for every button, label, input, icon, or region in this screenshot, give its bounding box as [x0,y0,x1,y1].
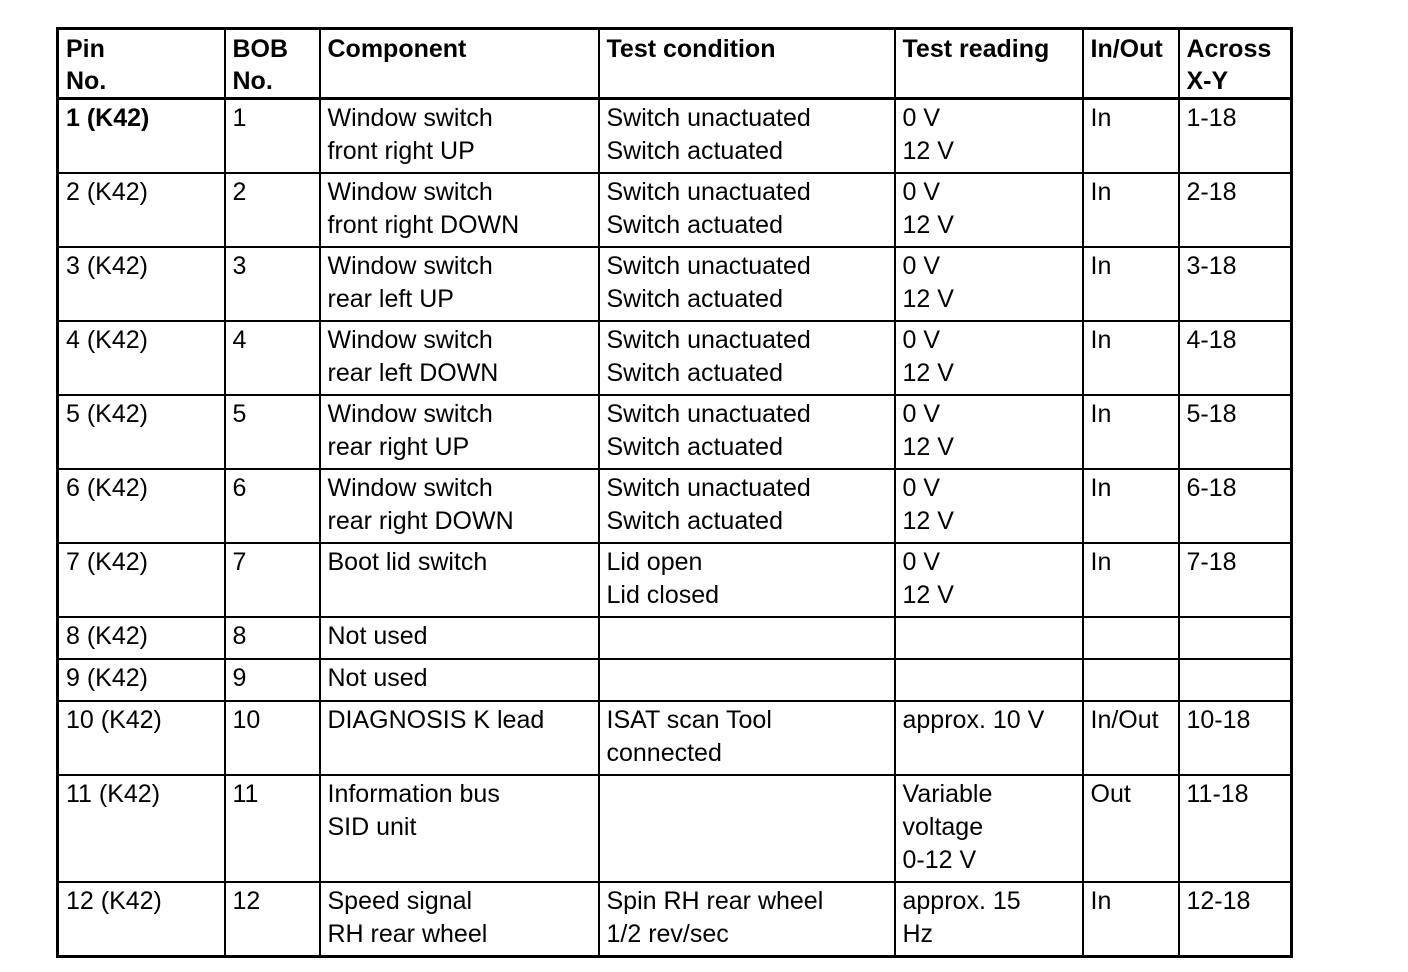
header-row [58,29,1292,99]
component-line: Not used [327,622,428,650]
test-condition-line: Lid open [606,548,703,576]
table-header [58,29,1292,99]
pin-no-cell [58,99,225,174]
test-condition-cell [599,173,895,247]
component-cell [320,659,599,701]
pin-no-text: 3 (K42) [66,252,148,280]
table-row [58,173,1292,247]
bob-no-text: 6 [232,474,247,502]
test-condition-cell [599,882,895,957]
bob-no-cell [225,882,320,957]
test-condition-line: Switch actuated [606,507,783,535]
component-line: Speed signal [327,887,473,915]
component-line: Window switch [327,104,493,132]
test-condition-line: Switch actuated [606,433,783,461]
test-condition-line: Spin RH rear wheel [606,887,824,915]
component-line: RH rear wheel [327,920,488,948]
across-x-y-text: 12-18 [1186,887,1251,915]
component-cell [320,321,599,395]
bob-no-cell [225,469,320,543]
component-line: Boot lid switch [327,548,488,576]
pin-no-text: 7 (K42) [66,548,148,576]
table-row [58,701,1292,775]
in-out-text: In [1090,548,1112,576]
across-x-y-text: 3-18 [1186,252,1237,280]
bob-no-text: 5 [232,400,247,428]
pin-no-cell [58,395,225,469]
test-reading-cell [895,617,1083,659]
test-condition-cell [599,321,895,395]
bob-no-text: 2 [232,178,247,206]
component-cell [320,247,599,321]
bob-no-text: 8 [232,622,247,650]
table-row [58,99,1292,174]
bob-no-cell [225,173,320,247]
in-out-text: In [1090,400,1112,428]
across-x-y-text: 4-18 [1186,326,1237,354]
test-condition-cell [599,247,895,321]
table-row [58,469,1292,543]
in-out-text: In [1090,474,1112,502]
pin-no-cell [58,701,225,775]
bob-no-cell [225,543,320,617]
test-reading-line: voltage [902,813,984,841]
test-reading-line: 12 V [902,433,954,461]
component-cell [320,775,599,882]
test-condition-line: ISAT scan Tool [606,706,772,734]
pin-no-cell [58,659,225,701]
test-reading-line: 0 V [902,548,941,576]
test-reading-line: 12 V [902,285,954,313]
test-condition-cell [599,659,895,701]
component-cell [320,617,599,659]
test-condition-line: Switch unactuated [606,178,811,206]
in-out-cell [1083,775,1179,882]
test-reading-cell [895,321,1083,395]
test-reading-line: 12 V [902,359,954,387]
component-cell [320,469,599,543]
across-x-y-cell [1179,321,1292,395]
pin-no-text: 1 (K42) [66,104,150,132]
test-reading-cell [895,659,1083,701]
test-condition-cell [599,775,895,882]
test-reading-cell [895,173,1083,247]
test-condition-line: Switch actuated [606,285,783,313]
table-row [58,617,1292,659]
table-row [58,775,1292,882]
bob-no-cell [225,395,320,469]
test-condition-cell [599,99,895,174]
pin-no-cell [58,543,225,617]
component-line: Window switch [327,178,493,206]
pin-no-text: 5 (K42) [66,400,148,428]
pin-no-cell [58,173,225,247]
table-row [58,543,1292,617]
bob-no-cell [225,99,320,174]
bob-no-text: 4 [232,326,247,354]
component-cell [320,543,599,617]
test-condition-line: Switch actuated [606,359,783,387]
component-cell [320,173,599,247]
component-line: front right UP [327,137,475,165]
test-reading-cell [895,469,1083,543]
bob-no-text: 1 [232,104,247,132]
component-cell [320,395,599,469]
in-out-text: In [1090,326,1112,354]
test-reading-line: approx. 15 [902,887,1021,915]
across-x-y-cell [1179,775,1292,882]
in-out-cell [1083,543,1179,617]
pin-no-text: 6 (K42) [66,474,148,502]
across-x-y-text: 5-18 [1186,400,1237,428]
pin-no-text: 10 (K42) [66,706,162,734]
test-reading-cell [895,701,1083,775]
in-out-cell [1083,469,1179,543]
test-reading-line: 0 V [902,474,941,502]
table-row [58,395,1292,469]
test-condition-line: Switch unactuated [606,252,811,280]
test-reading-line: 12 V [902,581,954,609]
test-reading-line: 0 V [902,104,941,132]
across-x-y-cell [1179,701,1292,775]
bob-no-cell [225,247,320,321]
in-out-text: In [1090,178,1112,206]
bob-no-text: 3 [232,252,247,280]
component-line: Window switch [327,474,493,502]
component-line: DIAGNOSIS K lead [327,706,545,734]
across-x-y-text: 1-18 [1186,104,1237,132]
header-test-condition: Test condition [599,29,895,99]
bob-no-text: 11 [232,780,259,808]
test-reading-cell [895,775,1083,882]
across-x-y-cell [1179,617,1292,659]
pin-no-text: 9 (K42) [66,664,148,692]
in-out-text: In [1090,887,1112,915]
in-out-text: In/Out [1090,706,1159,734]
test-condition-cell [599,395,895,469]
bob-no-cell [225,617,320,659]
test-reading-line: 12 V [902,507,954,535]
in-out-cell [1083,882,1179,957]
component-cell [320,99,599,174]
pin-no-text: 8 (K42) [66,622,148,650]
in-out-cell [1083,247,1179,321]
test-condition-line: Switch unactuated [606,474,811,502]
component-line: Window switch [327,400,493,428]
test-reading-line: 12 V [902,137,954,165]
across-x-y-text: 11-18 [1186,780,1249,808]
test-reading-line: Variable [902,780,993,808]
bob-no-text: 12 [232,887,261,915]
test-condition-line: 1/2 rev/sec [606,920,729,948]
across-x-y-cell [1179,659,1292,701]
bob-no-text: 10 [232,706,261,734]
bob-no-cell [225,321,320,395]
across-x-y-cell [1179,173,1292,247]
bob-no-cell [225,701,320,775]
bob-no-text: 9 [232,664,247,692]
component-line: Information bus [327,780,500,808]
test-condition-line: Switch actuated [606,211,783,239]
component-cell [320,882,599,957]
pin-test-table-page [56,27,1290,958]
bob-no-cell [225,659,320,701]
in-out-cell [1083,99,1179,174]
table-body [58,99,1292,957]
in-out-cell [1083,395,1179,469]
header-pin-no: Pin No. [58,29,225,99]
test-reading-cell [895,543,1083,617]
test-reading-line: 0 V [902,178,941,206]
test-condition-line: connected [606,739,722,767]
table-row [58,321,1292,395]
component-line: Not used [327,664,428,692]
component-line: SID unit [327,813,417,841]
in-out-cell [1083,701,1179,775]
in-out-text: In [1090,104,1112,132]
in-out-cell [1083,659,1179,701]
pin-no-text: 4 (K42) [66,326,148,354]
test-reading-line: 0 V [902,400,941,428]
across-x-y-text: 6-18 [1186,474,1237,502]
test-condition-cell [599,701,895,775]
test-condition-cell [599,469,895,543]
test-reading-cell [895,395,1083,469]
header-across-x-y: Across X-Y [1179,29,1292,99]
table-row [58,882,1292,957]
pin-no-cell [58,775,225,882]
in-out-cell [1083,617,1179,659]
bob-no-text: 7 [232,548,247,576]
test-reading-line: 0-12 V [902,846,977,874]
test-reading-line: 0 V [902,326,941,354]
test-condition-line: Lid closed [606,581,720,609]
test-condition-cell [599,617,895,659]
in-out-text: In [1090,252,1112,280]
component-line: rear left DOWN [327,359,499,387]
across-x-y-text: 10-18 [1186,706,1251,734]
component-line: rear left UP [327,285,454,313]
component-line: Window switch [327,326,493,354]
test-reading-line: 12 V [902,211,954,239]
test-reading-line: Hz [902,920,934,948]
header-bob-no: BOB No. [225,29,320,99]
test-reading-line: 0 V [902,252,941,280]
test-condition-line: Switch unactuated [606,104,811,132]
in-out-cell [1083,321,1179,395]
pin-no-text: 2 (K42) [66,178,148,206]
test-reading-cell [895,882,1083,957]
component-cell [320,701,599,775]
header-in-out: In/Out [1083,29,1179,99]
across-x-y-cell [1179,882,1292,957]
pin-no-cell [58,321,225,395]
table-row [58,247,1292,321]
component-line: rear right DOWN [327,507,514,535]
test-condition-line: Switch unactuated [606,326,811,354]
test-reading-cell [895,99,1083,174]
across-x-y-text: 2-18 [1186,178,1237,206]
pin-no-cell [58,617,225,659]
across-x-y-text: 7-18 [1186,548,1237,576]
component-line: Window switch [327,252,493,280]
table-row [58,659,1292,701]
across-x-y-cell [1179,469,1292,543]
pin-no-cell [58,882,225,957]
pin-no-cell [58,247,225,321]
pin-no-text: 11 (K42) [66,780,161,808]
test-reading-line: approx. 10 V [902,706,1045,734]
pin-no-cell [58,469,225,543]
header-test-reading: Test reading [895,29,1083,99]
in-out-text: Out [1090,780,1131,808]
component-line: front right DOWN [327,211,520,239]
in-out-cell [1083,173,1179,247]
pin-no-text: 12 (K42) [66,887,162,915]
test-condition-line: Switch unactuated [606,400,811,428]
across-x-y-cell [1179,543,1292,617]
across-x-y-cell [1179,247,1292,321]
test-condition-line: Switch actuated [606,137,783,165]
component-line: rear right UP [327,433,470,461]
pin-test-table [56,27,1293,958]
test-reading-cell [895,247,1083,321]
bob-no-cell [225,775,320,882]
across-x-y-cell [1179,99,1292,174]
across-x-y-cell [1179,395,1292,469]
test-condition-cell [599,543,895,617]
header-component: Component [320,29,599,99]
